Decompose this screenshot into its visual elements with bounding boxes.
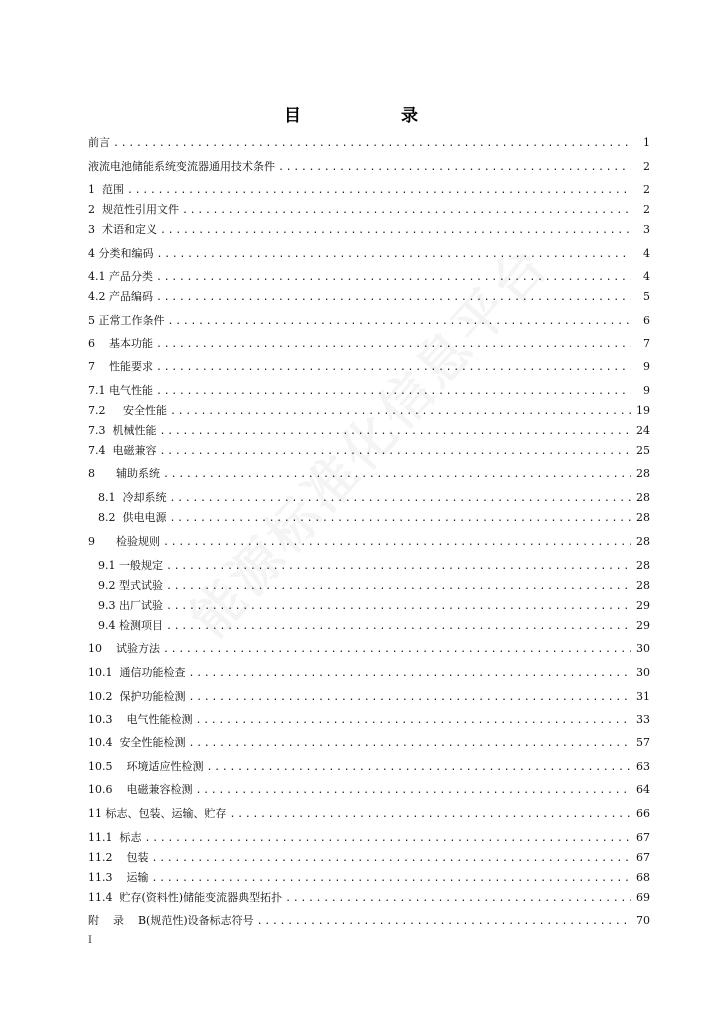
toc-entry[interactable] (88, 783, 650, 797)
toc-dot-leader (163, 536, 631, 549)
toc-entry[interactable] (88, 491, 650, 505)
toc-entry-label: 10.3 电气性能检测 (88, 713, 193, 726)
toc-entry-label: 4.2 产品编码 (88, 290, 153, 303)
toc-entry-page-number: 9 (643, 384, 650, 397)
toc-entry-page-number: 2 (643, 183, 650, 196)
toc-dot-leader (168, 315, 632, 328)
toc-dot-leader (156, 385, 631, 398)
toc-entry-label: 5 正常工作条件 (88, 314, 165, 327)
toc-entry-label: 7.3 机械性能 (88, 424, 157, 437)
toc-entry-label: 11.1 标志 (88, 831, 142, 844)
page-title: 目 录 (284, 106, 440, 126)
toc-entry-page-number: 29 (636, 599, 650, 612)
toc-dot-leader (163, 643, 631, 656)
toc-entry-label: 9.4 检测项目 (98, 619, 163, 632)
toc-entry[interactable] (88, 360, 650, 374)
toc-entry-page-number: 19 (636, 404, 650, 417)
toc-entry-page-number: 5 (643, 290, 650, 303)
toc-entry-page-number: 28 (636, 511, 650, 524)
toc-entry-label: 9.2 型式试验 (98, 579, 163, 592)
toc-entry-page-number: 1 (643, 136, 650, 149)
toc-entry-label: 10 试验方法 (88, 642, 160, 655)
toc-dot-leader (163, 468, 631, 481)
toc-dot-leader (170, 405, 631, 418)
toc-dot-leader (257, 915, 631, 928)
toc-entry[interactable] (88, 807, 650, 821)
toc-entry-page-number: 67 (636, 831, 650, 844)
toc-entry[interactable] (88, 223, 650, 237)
toc-entry-page-number: 4 (643, 247, 650, 260)
toc-entry-page-number: 30 (636, 666, 650, 679)
toc-entry-page-number: 4 (643, 270, 650, 283)
toc-entry[interactable] (88, 831, 650, 845)
toc-entry[interactable] (88, 314, 650, 328)
toc-entry-label: 附 录 B(规范性)设备标志符号 (88, 914, 254, 927)
toc-entry-page-number: 67 (636, 851, 650, 864)
toc-dot-leader (145, 832, 632, 845)
toc-entry-label: 1 范围 (88, 183, 124, 196)
toc-entry[interactable] (88, 424, 650, 438)
toc-entry-label: 4.1 产品分类 (88, 270, 153, 283)
toc-entry-label: 8.2 供电电源 (98, 511, 167, 524)
toc-entry-label: 8 辅助系统 (88, 467, 160, 480)
toc-dot-leader (166, 580, 631, 593)
toc-entry[interactable] (88, 914, 650, 928)
toc-entry[interactable] (88, 871, 650, 885)
toc-entry[interactable] (88, 467, 650, 481)
toc-entry-page-number: 66 (636, 807, 650, 820)
toc-dot-leader (230, 808, 632, 821)
toc-entry-page-number: 7 (643, 337, 650, 350)
toc-dot-leader (156, 271, 631, 284)
toc-dot-leader (166, 600, 631, 613)
toc-entry-page-number: 2 (643, 160, 650, 173)
toc-dot-leader (127, 184, 631, 197)
toc-dot-leader (285, 892, 631, 905)
toc-entry[interactable] (88, 760, 650, 774)
toc-dot-leader (113, 137, 631, 150)
toc-entry-page-number: 70 (636, 914, 650, 927)
toc-entry-label: 9 检验规则 (88, 535, 160, 548)
toc-entry[interactable] (88, 851, 650, 865)
toc-entry-page-number: 33 (636, 713, 650, 726)
toc-entry-label: 11 标志、包装、运输、贮存 (88, 807, 227, 820)
toc-dot-leader (170, 492, 632, 505)
toc-entry-label: 前言 (88, 136, 110, 149)
toc-dot-leader (156, 361, 631, 374)
toc-entry[interactable] (88, 666, 650, 680)
toc-entry-page-number: 28 (636, 559, 650, 572)
toc-entry-page-number: 57 (636, 736, 650, 749)
toc-entry[interactable] (88, 384, 650, 398)
toc-entry-label: 9.1 一般规定 (98, 559, 163, 572)
toc-entry[interactable] (88, 404, 650, 418)
toc-entry-label: 7.4 电磁兼容 (88, 444, 157, 457)
toc-entry[interactable] (88, 444, 650, 458)
toc-entry-page-number: 25 (636, 444, 650, 457)
toc-entry-page-number: 28 (636, 491, 650, 504)
toc-entry-label: 7.2 安全性能 (88, 404, 167, 417)
toc-entry-label: 11.4 贮存(资料性)储能变流器典型拓扑 (88, 891, 283, 904)
toc-dot-leader (156, 338, 631, 351)
toc-entry[interactable] (88, 713, 650, 727)
toc-entry-page-number: 9 (643, 360, 650, 373)
toc-entry[interactable] (88, 203, 650, 217)
toc-entry[interactable] (88, 619, 650, 633)
toc-entry[interactable] (88, 690, 650, 704)
toc-entry[interactable] (88, 183, 650, 197)
toc-entry[interactable] (88, 160, 650, 174)
toc-dot-leader (166, 620, 631, 633)
toc-entry-page-number: 31 (636, 690, 650, 703)
toc-entry-label: 11.3 运输 (88, 871, 149, 884)
toc-entry-label: 6 基本功能 (88, 337, 153, 350)
toc-dot-leader (182, 204, 631, 217)
toc-entry-page-number: 69 (636, 891, 650, 904)
toc-dot-leader (189, 691, 632, 704)
toc-entry-label: 4 分类和编码 (88, 247, 154, 260)
toc-dot-leader (157, 248, 632, 261)
toc-entry-label: 7 性能要求 (88, 360, 153, 373)
toc-dot-leader (189, 667, 632, 680)
toc-entry[interactable] (88, 891, 650, 905)
toc-entry[interactable] (88, 535, 650, 549)
toc-dot-leader (151, 872, 631, 885)
toc-entry-page-number: 68 (636, 871, 650, 884)
toc-entry-page-number: 6 (643, 314, 650, 327)
toc-entry-page-number: 30 (636, 642, 650, 655)
toc-entry-page-number: 3 (643, 223, 650, 236)
toc-dot-leader (278, 161, 631, 174)
toc-entry-page-number: 24 (636, 424, 650, 437)
toc-entry-label: 10.1 通信功能检查 (88, 666, 186, 679)
toc-entry-page-number: 28 (636, 535, 650, 548)
toc-entry-page-number: 64 (636, 783, 650, 796)
toc-entry-label: 9.3 出厂试验 (98, 599, 163, 612)
toc-entry-label: 11.2 包装 (88, 851, 149, 864)
toc-entry-page-number: 28 (636, 467, 650, 480)
toc-entry[interactable] (88, 247, 650, 261)
table-of-contents (88, 136, 650, 928)
toc-dot-leader (156, 291, 631, 304)
toc-entry[interactable] (88, 136, 650, 150)
toc-entry[interactable] (88, 290, 650, 304)
toc-entry[interactable] (88, 599, 650, 613)
toc-dot-leader (189, 737, 632, 750)
toc-entry-page-number: 63 (636, 760, 650, 773)
toc-dot-leader (166, 560, 631, 573)
toc-dot-leader (170, 512, 632, 525)
toc-entry[interactable] (88, 736, 650, 750)
toc-entry-label: 10.6 电磁兼容检测 (88, 783, 193, 796)
toc-dot-leader (206, 761, 631, 774)
toc-entry[interactable] (88, 642, 650, 656)
toc-entry[interactable] (88, 511, 650, 525)
toc-entry-label: 液流电池储能系统变流器通用技术条件 (88, 160, 275, 173)
toc-entry[interactable] (88, 337, 650, 351)
toc-entry-page-number: 2 (643, 203, 650, 216)
toc-entry-page-number: 29 (636, 619, 650, 632)
toc-entry-page-number: 28 (636, 579, 650, 592)
toc-entry-label: 10.5 环境适应性检测 (88, 760, 204, 773)
toc-dot-leader (195, 784, 631, 797)
toc-dot-leader (151, 852, 631, 865)
toc-entry[interactable] (88, 559, 650, 573)
toc-entry[interactable] (88, 270, 650, 284)
page-number-footer: I (88, 935, 92, 946)
toc-dot-leader (160, 224, 631, 237)
toc-entry-label: 10.4 安全性能检测 (88, 736, 186, 749)
toc-dot-leader (160, 445, 632, 458)
toc-entry-label: 8.1 冷却系统 (98, 491, 167, 504)
toc-entry[interactable] (88, 579, 650, 593)
toc-entry-label: 7.1 电气性能 (88, 384, 153, 397)
toc-dot-leader (195, 714, 631, 727)
toc-dot-leader (160, 425, 632, 438)
toc-entry-label: 2 规范性引用文件 (88, 203, 179, 216)
toc-entry-label: 10.2 保护功能检测 (88, 690, 186, 703)
toc-entry-label: 3 术语和定义 (88, 223, 157, 236)
